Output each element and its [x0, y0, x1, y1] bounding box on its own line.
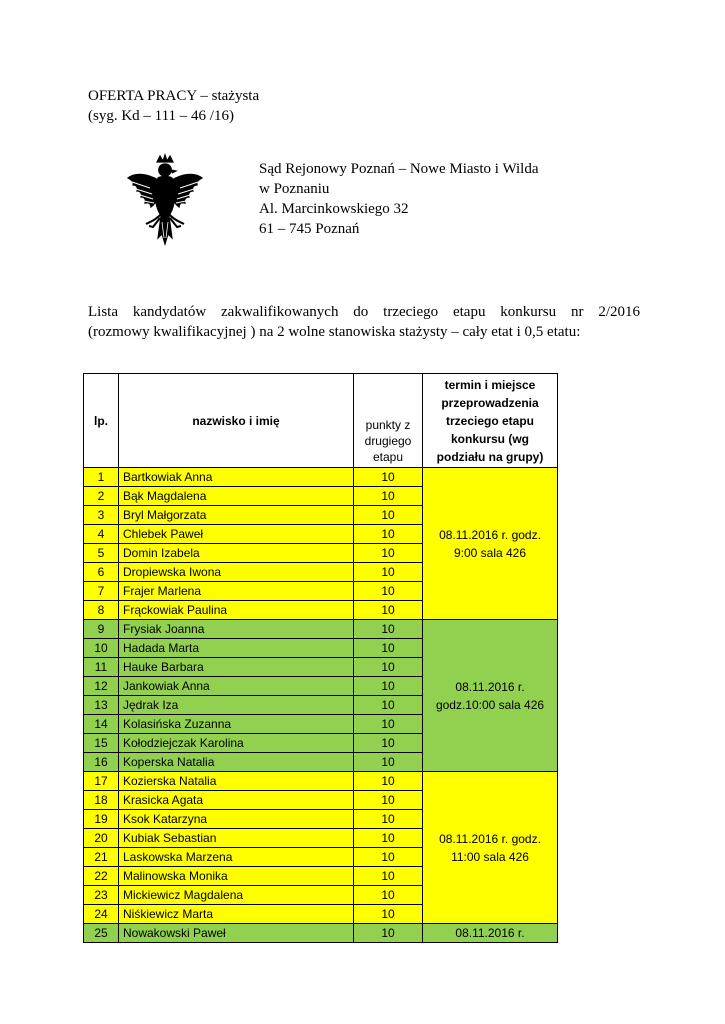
header-points [354, 374, 423, 468]
candidate-name: Bryl Małgorzata [119, 506, 354, 525]
table-row [84, 468, 558, 487]
candidate-points: 10 [354, 791, 423, 810]
candidate-points: 10 [354, 487, 423, 506]
candidate-points: 10 [354, 468, 423, 487]
candidate-points: 10 [354, 677, 423, 696]
court-postal: 61 – 745 Poznań [259, 221, 360, 237]
court-city: w Poznaniu [259, 181, 330, 197]
reference-number: (syg. Kd – 111 – 46 /16) [88, 108, 234, 124]
row-number: 4 [84, 525, 119, 544]
row-number: 22 [84, 867, 119, 886]
candidates-table [83, 373, 558, 943]
candidate-name: Frysiak Joanna [119, 620, 354, 639]
candidate-points: 10 [354, 601, 423, 620]
group-term [423, 620, 558, 772]
header-lp: lp. [84, 374, 119, 468]
row-number: 6 [84, 563, 119, 582]
group-term-text: 08.11.2016 r. [455, 926, 525, 940]
candidate-points: 10 [354, 829, 423, 848]
candidate-points: 10 [354, 810, 423, 829]
row-number: 16 [84, 753, 119, 772]
row-number: 23 [84, 886, 119, 905]
candidate-name: Niśkiewicz Marta [119, 905, 354, 924]
header-term [423, 374, 558, 468]
candidate-name: Jankowiak Anna [119, 677, 354, 696]
candidate-name: Chlebek Paweł [119, 525, 354, 544]
candidate-points: 10 [354, 563, 423, 582]
polish-eagle-emblem-icon [120, 152, 210, 252]
candidate-points: 10 [354, 772, 423, 791]
intro-line-2: (rozmowy kwalifikacyjnej ) na 2 wolne stanowiska stażysty – cały etat i 0,5 etatu: [88, 324, 581, 340]
row-number: 1 [84, 468, 119, 487]
intro-paragraph [88, 302, 640, 342]
candidate-name: Mickiewicz Magdalena [119, 886, 354, 905]
candidate-points: 10 [354, 715, 423, 734]
table-header-row [84, 374, 558, 468]
row-number: 9 [84, 620, 119, 639]
candidate-name: Domin Izabela [119, 544, 354, 563]
row-number: 8 [84, 601, 119, 620]
candidate-points: 10 [354, 753, 423, 772]
candidate-name: Kołodziejczak Karolina [119, 734, 354, 753]
group-term-text: 08.11.2016 r. godz. 11:00 sala 426 [439, 831, 541, 864]
group-term [423, 468, 558, 620]
row-number: 18 [84, 791, 119, 810]
intro-line-1: Lista kandydatów zakwalifikowanych do trzeciego etapu konkursu nr 2/2016 [88, 304, 640, 320]
candidate-points: 10 [354, 506, 423, 525]
court-street: Al. Marcinkowskiego 32 [259, 201, 409, 217]
candidate-points: 10 [354, 639, 423, 658]
row-number: 2 [84, 487, 119, 506]
candidate-points: 10 [354, 544, 423, 563]
candidate-name: Jędrak Iza [119, 696, 354, 715]
candidate-points: 10 [354, 525, 423, 544]
group-term [423, 924, 558, 943]
row-number: 19 [84, 810, 119, 829]
court-address [259, 159, 539, 239]
group-term-text: 08.11.2016 r. godz.10:00 sala 426 [435, 679, 545, 712]
candidate-name: Ksok Katarzyna [119, 810, 354, 829]
row-number: 20 [84, 829, 119, 848]
table-row [84, 924, 558, 943]
candidate-name: Koperska Natalia [119, 753, 354, 772]
candidate-points: 10 [354, 905, 423, 924]
candidate-name: Frajer Marlena [119, 582, 354, 601]
header-points-text: punkty z drugiego etapu [364, 418, 412, 464]
candidate-name: Dropiewska Iwona [119, 563, 354, 582]
table-body [84, 468, 558, 943]
row-number: 3 [84, 506, 119, 525]
group-term [423, 772, 558, 924]
row-number: 14 [84, 715, 119, 734]
table-row [84, 620, 558, 639]
candidate-name: Frąckowiak Paulina [119, 601, 354, 620]
offer-title: OFERTA PRACY – stażysta [88, 88, 260, 104]
row-number: 5 [84, 544, 119, 563]
candidate-points: 10 [354, 696, 423, 715]
row-number: 21 [84, 848, 119, 867]
candidate-points: 10 [354, 620, 423, 639]
header-name: nazwisko i imię [119, 374, 354, 468]
row-number: 15 [84, 734, 119, 753]
row-number: 13 [84, 696, 119, 715]
candidate-name: Laskowska Marzena [119, 848, 354, 867]
candidate-points: 10 [354, 886, 423, 905]
candidate-points: 10 [354, 734, 423, 753]
candidate-name: Hauke Barbara [119, 658, 354, 677]
document-header [88, 86, 259, 126]
row-number: 7 [84, 582, 119, 601]
candidate-name: Malinowska Monika [119, 867, 354, 886]
row-number: 11 [84, 658, 119, 677]
candidate-points: 10 [354, 848, 423, 867]
candidate-name: Bartkowiak Anna [119, 468, 354, 487]
row-number: 17 [84, 772, 119, 791]
candidate-points: 10 [354, 924, 423, 943]
row-number: 24 [84, 905, 119, 924]
candidate-points: 10 [354, 658, 423, 677]
candidate-name: Kubiak Sebastian [119, 829, 354, 848]
candidate-name: Nowakowski Paweł [119, 924, 354, 943]
court-name: Sąd Rejonowy Poznań – Nowe Miasto i Wilda [259, 161, 539, 177]
candidate-points: 10 [354, 867, 423, 886]
candidate-name: Hadada Marta [119, 639, 354, 658]
candidate-name: Bąk Magdalena [119, 487, 354, 506]
candidate-name: Krasicka Agata [119, 791, 354, 810]
group-term-text: 08.11.2016 r. godz. 9:00 sala 426 [439, 527, 541, 560]
candidate-name: Kolasińska Zuzanna [119, 715, 354, 734]
candidate-name: Kozierska Natalia [119, 772, 354, 791]
row-number: 10 [84, 639, 119, 658]
row-number: 12 [84, 677, 119, 696]
candidate-points: 10 [354, 582, 423, 601]
table-row [84, 772, 558, 791]
row-number: 25 [84, 924, 119, 943]
header-term-text: termin i miejsce przeprowadzenia trzeciego etapu konkursu (wg podziału na grupy) [436, 377, 544, 464]
